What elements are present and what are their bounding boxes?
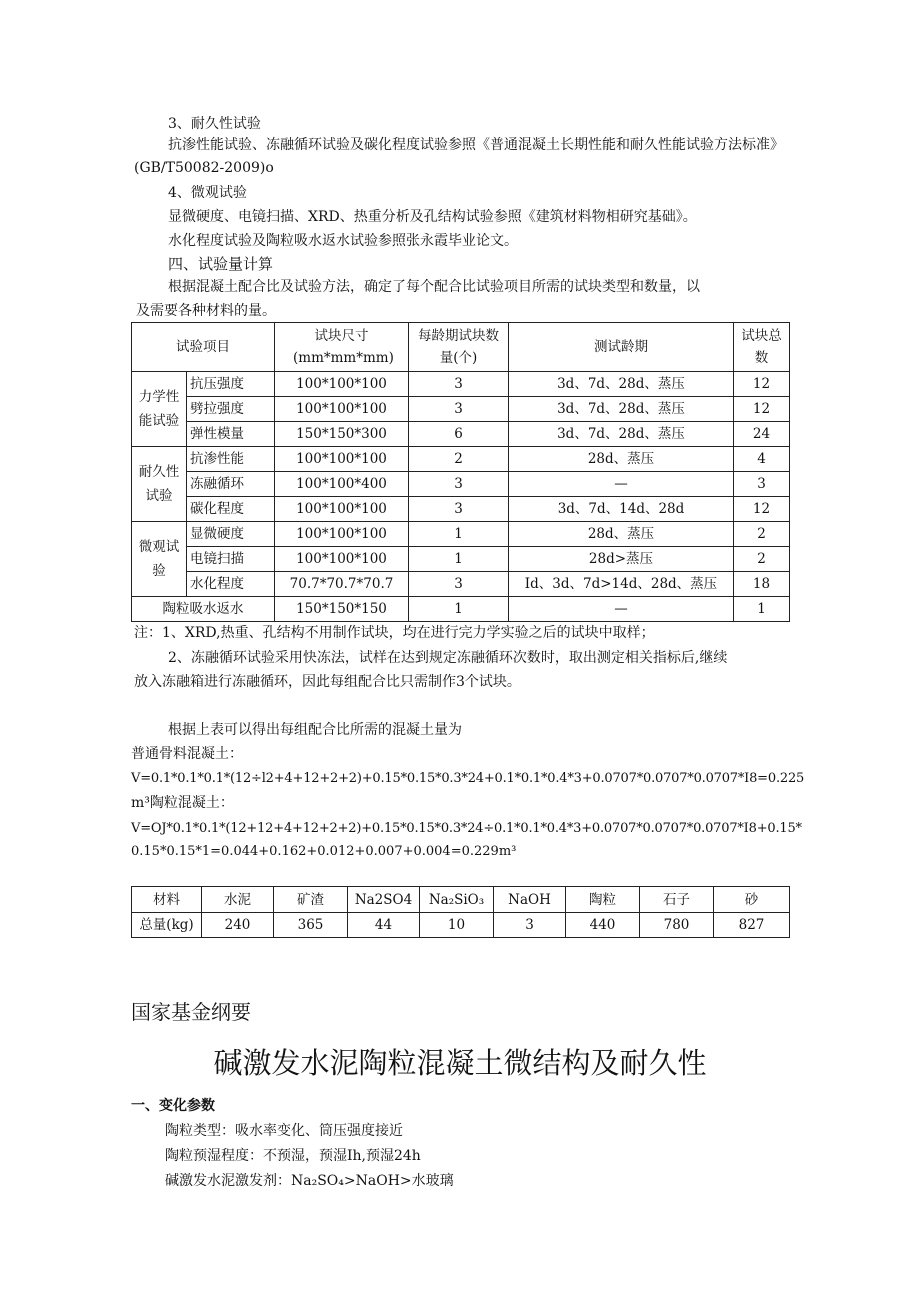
group-mechanical: 力学性能试验 — [132, 372, 187, 447]
table-row-item: 劈拉强度 — [187, 397, 275, 422]
header-item: 试验项目 — [132, 323, 275, 372]
table-row-size: 100*100*100 — [275, 547, 409, 572]
table-row-ages: 3d、7d、28d、蒸压 — [509, 422, 734, 447]
section-four-intro-2: 及需要各种材料的量。 — [136, 303, 276, 319]
table-row-size: 70.7*70.7*70.7 — [275, 572, 409, 597]
table-row-item: 冻融循环 — [187, 472, 275, 497]
header-count: 每龄期试块数量(个) — [409, 323, 509, 372]
table-row-item: 弹性模量 — [187, 422, 275, 447]
table-row-count: 6 — [409, 422, 509, 447]
section-four-intro-1: 根据混凝土配合比及试验方法，确定了每个配合比试验项目所需的试块类型和数量，以 — [168, 279, 700, 295]
fund-heading: 国家基金纲要 — [131, 1000, 251, 1024]
table-row-ages: 3d、7d、14d、28d — [509, 497, 734, 522]
table-row-size: 100*100*100 — [275, 522, 409, 547]
table-row-count: 2 — [409, 447, 509, 472]
table-row-count: 1 — [409, 522, 509, 547]
table-row-total: 1 — [734, 597, 790, 622]
note-1: 注：1、XRD,热重、孔结构不用制作试块，均在进行完力学实验之后的试块中取样； — [134, 625, 655, 641]
section3-heading: 3、耐久性试验 — [168, 116, 261, 132]
materials-header: 陶粒 — [566, 887, 640, 913]
table-row-count: 3 — [409, 372, 509, 397]
materials-value: 780 — [640, 913, 714, 938]
fund-line-3: 碱激发水泥激发剂：Na₂SO₄>NaOH>水玻璃 — [165, 1173, 454, 1189]
table-row-item: 电镜扫描 — [187, 547, 275, 572]
table-row-count: 3 — [409, 397, 509, 422]
table-row-item: 显微硬度 — [187, 522, 275, 547]
table-row-size: 100*100*100 — [275, 497, 409, 522]
table-row-size: 100*100*100 — [275, 372, 409, 397]
note-2-line-2: 放入冻融箱进行冻融循环，因此每组配合比只需制作3个试块。 — [134, 674, 521, 690]
table-row-item: 抗渗性能 — [187, 447, 275, 472]
fund-line-1: 陶粒类型：吸水率变化、筒压强度接近 — [165, 1123, 403, 1139]
header-size: 试块尺寸(mm*mm*mm) — [275, 323, 409, 372]
table-row-item: 抗压强度 — [187, 372, 275, 397]
materials-value: 365 — [274, 913, 348, 938]
group-micro: 微观试验 — [132, 522, 187, 597]
table-row-total: 12 — [734, 497, 790, 522]
table-row-total: 18 — [734, 572, 790, 597]
materials-header: 砂 — [714, 887, 790, 913]
materials-value: 240 — [202, 913, 274, 938]
table-row-total: 2 — [734, 522, 790, 547]
table-row-ages: — — [509, 597, 734, 622]
table-row-ages: — — [509, 472, 734, 497]
materials-value: 44 — [348, 913, 420, 938]
calc-intro: 根据上表可以得出每组配合比所需的混凝土量为 — [168, 722, 462, 738]
materials-value: 440 — [566, 913, 640, 938]
table-row-total: 2 — [734, 547, 790, 572]
table-row-ages: 3d、7d、28d、蒸压 — [509, 397, 734, 422]
section4-line1: 显微硬度、电镜扫描、XRD、热重分析及孔结构试验参照《建筑材料物相研究基础》。 — [168, 209, 697, 225]
table-row-count: 3 — [409, 472, 509, 497]
materials-header: 矿渣 — [274, 887, 348, 913]
table-row-size: 150*150*300 — [275, 422, 409, 447]
header-ages: 测试龄期 — [509, 323, 734, 372]
group-durability: 耐久性试验 — [132, 447, 187, 522]
table-row-total: 4 — [734, 447, 790, 472]
table-row-count: 1 — [409, 597, 509, 622]
calc-ceramsite-formula: V=OJ*0.1*0.1*(12+12+4+12+2+2)+0.15*0.15*0.3*24÷0.1*0.1*0.4*3+0.0707*0.0707*0.0707*I8+0.15* — [131, 821, 802, 836]
table-row-item: 碳化程度 — [187, 497, 275, 522]
materials-header: NaOH — [494, 887, 566, 913]
table-row-ages: 3d、7d、28d、蒸压 — [509, 372, 734, 397]
table-row-count: 3 — [409, 497, 509, 522]
note-2-line-1: 2、冻融循环试验采用快冻法，试样在达到规定冻融循环次数时，取出测定相关指标后,继续 — [168, 650, 728, 666]
materials-value: 827 — [714, 913, 790, 938]
section4-heading: 4、微观试验 — [168, 185, 247, 201]
test-table — [131, 322, 790, 622]
table-row-ages: 28d、蒸压 — [509, 522, 734, 547]
table-row-item: 水化程度 — [187, 572, 275, 597]
materials-value: 总量(kg) — [132, 913, 202, 938]
materials-header: 水泥 — [202, 887, 274, 913]
table-row-total: 12 — [734, 372, 790, 397]
table-row-size: 100*100*100 — [275, 397, 409, 422]
table-row-ages: Id、3d、7d>14d、28d、蒸压 — [509, 572, 734, 597]
table-row-item: 陶粒吸水返水 — [132, 597, 275, 622]
materials-header: Na₂SiO₃ — [420, 887, 494, 913]
materials-value: 10 — [420, 913, 494, 938]
materials-table — [131, 886, 790, 938]
fund-section-1: 一、变化参数 — [131, 1098, 215, 1114]
table-row-ages: 28d、蒸压 — [509, 447, 734, 472]
materials-header: Na2SO4 — [348, 887, 420, 913]
table-row-size: 150*150*150 — [275, 597, 409, 622]
table-row-count: 1 — [409, 547, 509, 572]
fund-title: 碱激发水泥陶粒混凝土微结构及耐久性 — [213, 1046, 707, 1080]
header-total: 试块总数 — [734, 323, 790, 372]
table-row-total: 3 — [734, 472, 790, 497]
materials-header: 石子 — [640, 887, 714, 913]
table-row-size: 100*100*400 — [275, 472, 409, 497]
materials-header: 材料 — [132, 887, 202, 913]
table-row-count: 3 — [409, 572, 509, 597]
calc-normal-formula: V=0.1*0.1*0.1*(12÷l2+4+12+2+2)+0.15*0.15*0.3*24+0.1*0.1*0.4*3+0.0707*0.0707*0.0707*I8=0.225 — [131, 771, 805, 786]
table-row-ages: 28d>蒸压 — [509, 547, 734, 572]
table-row-total: 12 — [734, 397, 790, 422]
section-four-heading: 四、试验量计算 — [168, 255, 274, 273]
fund-line-2: 陶粒预湿程度：不预湿，预湿Ih,预湿24h — [165, 1148, 421, 1164]
table-row-size: 100*100*100 — [275, 447, 409, 472]
calc-normal-unit: m³陶粒混凝土： — [131, 795, 234, 811]
calc-ceramsite-formula-2: 0.15*0.15*1=0.044+0.162+0.012+0.007+0.004=0.229m³ — [131, 844, 517, 859]
section4-line2: 水化程度试验及陶粒吸水返水试验参照张永霞毕业论文。 — [168, 233, 518, 249]
calc-normal-label: 普通骨料混凝土： — [131, 746, 243, 762]
table-row-total: 24 — [734, 422, 790, 447]
materials-value: 3 — [494, 913, 566, 938]
section3-text: 抗渗性能试验、冻融循环试验及碳化程度试验参照《普通混凝土长期性能和耐久性能试验方法标准》(GB/T50082-2009)o — [134, 137, 784, 176]
